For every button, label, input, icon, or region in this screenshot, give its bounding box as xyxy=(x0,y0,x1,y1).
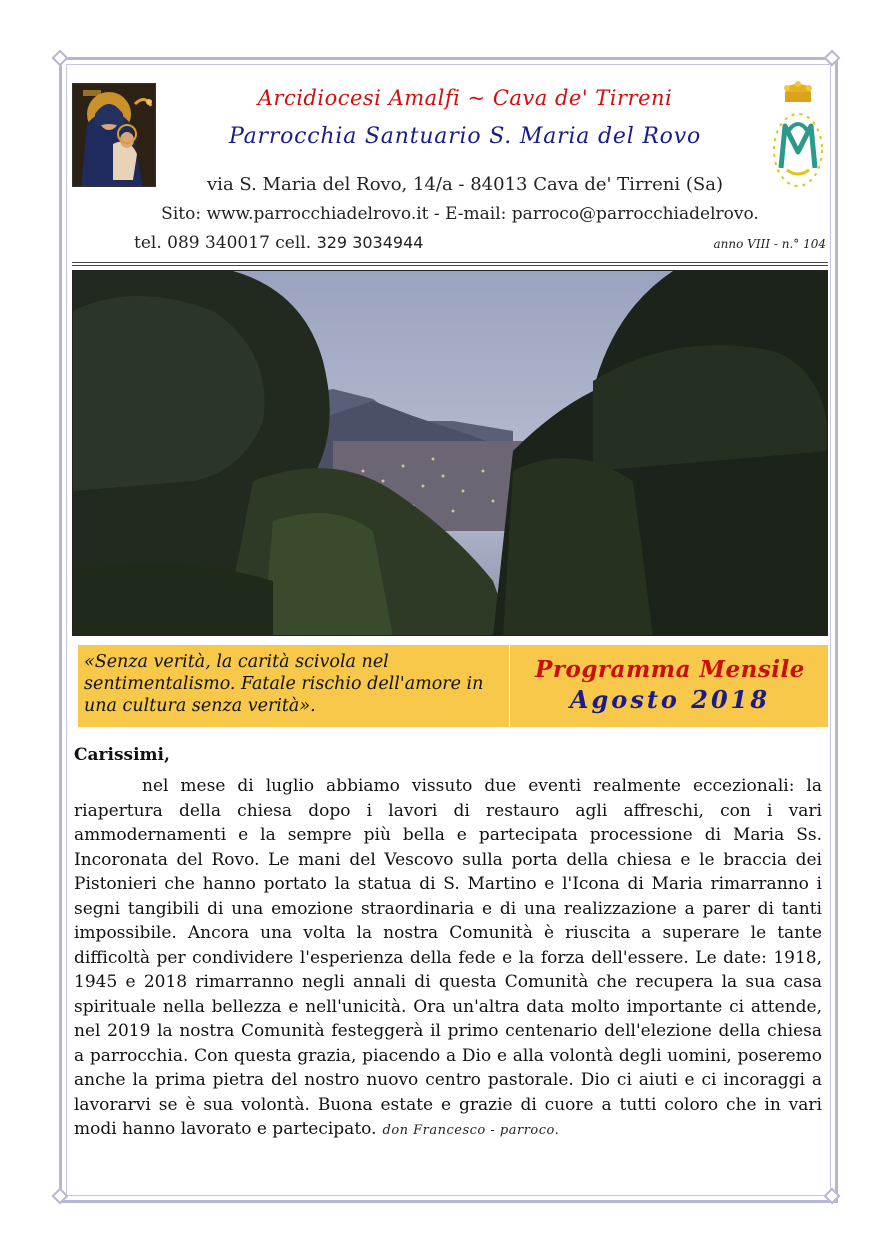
header-divider xyxy=(72,262,828,263)
letter-greeting: Carissimi, xyxy=(74,745,170,765)
archdiocese-title: Arcidiocesi Amalfi ~ Cava de' Tirreni xyxy=(257,86,673,110)
parish-address: via S. Maria del Rovo, 14/a - 84013 Cava de' Tirreni (Sa) xyxy=(207,174,723,195)
marian-crest-logo xyxy=(771,78,825,190)
phone-line xyxy=(134,233,423,253)
letter-signature: don Francesco - parroco. xyxy=(382,1123,560,1138)
phone-label: tel. 089 340017 cell. xyxy=(134,233,312,253)
banner-divider xyxy=(509,645,510,727)
letter-body xyxy=(74,774,822,1144)
madonna-icon-image xyxy=(72,83,156,187)
letter-body-text: nel mese di luglio abbiamo vissuto due eventi realmente eccezionali: la riapertura della chiesa dopo i lavori di restauro agli affreschi, con i vari ammodernamenti e la sempre più bella e partecipata processione di Maria Ss. Incoronata del Rovo. Le mani del Vescovo sulla porta della chiesa e le braccia dei Pistonieri che hanno portato la statua di S. Martino e l'Icona di Maria rimarranno i segni tangibili di una emozione straordinaria e di una realizzazione a parer di tanti impossibile. Ancora una volta la nostra Comunità è riuscita a superare le tante difficoltà per condividere l'esperienza della fede e la forza dell'essere. Le date: 1918, 1945 e 2018 rimarranno negli annali di questa Comunità che recupera la sua casa spirituale nella bellezza e nell'unicità. Ora un'altra data molto importante ci attende, nel 2019 la nostra Comunità festeggerà il primo centenario dell'elezione della chiesa a parrocchia. Con questa grazia, piacendo a Dio e alla volontà degli uomini, poseremo anche la prima pietra del nostro nuovo centro pastorale. Dio ci aiuti e ci incoraggi a lavorarvi se è sua volontà. Buona estate e grazie di cuore a tutti coloro che in vari modi hanno lavorato e partecipato. xyxy=(74,776,822,1139)
issue-number: anno VIII - n.° 104 xyxy=(713,237,826,251)
program-month: Agosto 2018 xyxy=(569,685,771,714)
parish-title: Parrocchia Santuario S. Maria del Rovo xyxy=(228,124,702,149)
header-divider xyxy=(72,265,828,266)
cell-number: 329 3034944 xyxy=(316,233,424,252)
landscape-photo xyxy=(72,270,828,636)
program-title: Programma Mensile xyxy=(535,656,805,683)
website-email-line: Sito: www.parrocchiadelrovo.it - E-mail: parroco@parrocchiadelrovo. xyxy=(161,204,759,224)
quote-text: «Senza verità, la carità scivola nel sentimentalismo. Fatale rischio dell'amore in una cultura senza verità». xyxy=(84,652,484,716)
